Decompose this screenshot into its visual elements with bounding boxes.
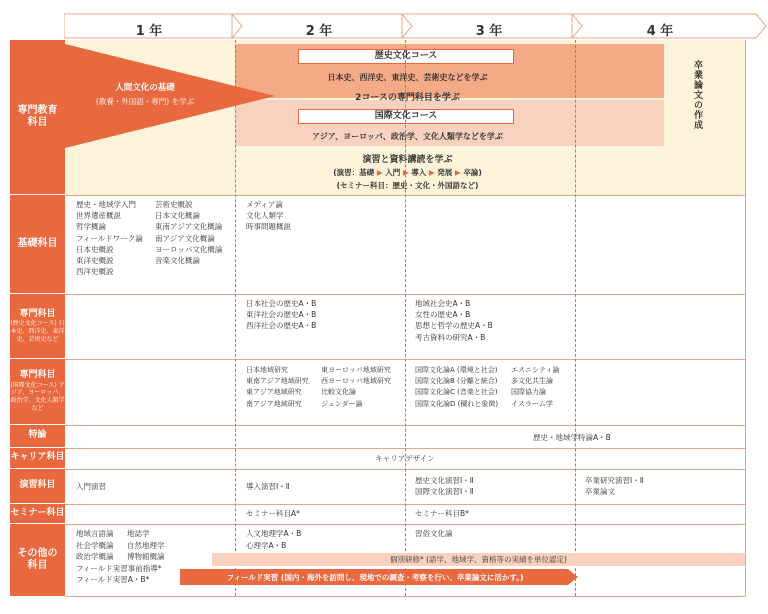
foundation-label: 人間文化の基礎 (教養・外国語・専門) を学ぶ: [95, 83, 195, 106]
seminar-subjects: (セミナー科目：歴史・文化・外国語など): [336, 181, 479, 190]
category-enshu: 演習科目: [10, 469, 65, 504]
enshu-y1: 入門演習: [76, 482, 106, 491]
kiso-y1-col1: 歴史・地域学入門 世界遺産概説 哲学概論 フィールドワーク論 日本史概説 東洋史概説 西洋史概説: [76, 200, 143, 277]
other-y1-col2: 地誌学 自然地理学 博物館概論: [127, 529, 165, 561]
intl-course-desc: アジア、ヨーロッパ、政治学、文化人類学などを学ぶ: [312, 132, 503, 141]
category-career: キャリア科目: [10, 448, 65, 469]
seminar-title: 演習と資料講読を学ぶ: [362, 155, 453, 165]
category-senmon: 専門教育科目: [10, 40, 65, 195]
category-seminar: セミナー科目: [10, 504, 65, 524]
kiso-y1-col2: 芸術史概説 日本文化概論 東南アジア文化概論 南アジア文化概論 ヨーロッパ文化概論 音楽文化概論: [155, 200, 223, 266]
history-course-box: 歴史文化コース: [298, 49, 514, 64]
thesis-label: 卒業論文の作成: [692, 60, 702, 130]
enshu-y2: 導入演習Ⅰ・Ⅱ: [246, 482, 290, 491]
category-kokusai: 専門科目 (国際文化コース) アジア、ヨーロッパ、政治学、文化人類学など: [10, 359, 65, 425]
two-courses-label: 2コースの専門科目を学ぶ: [355, 93, 460, 103]
other-y3: 習俗文化論: [415, 529, 453, 538]
intl-course-box: 国際文化コース: [298, 109, 514, 124]
seminar-y3: セミナー科目B*: [415, 509, 469, 518]
rekishi-y2: 日本社会の歴史A・B 東洋社会の歴史A・B 西洋社会の歴史A・B: [246, 299, 317, 331]
kokusai-y2-col1: 日本地域研究 東南アジア地域研究 東アジア地域研究 南アジア地域研究: [246, 366, 309, 408]
field-arrow-text: フィールド実習 (国内・海外を訪問し、現地での調査・考察を行い、卒業論文に活かす。): [226, 573, 524, 582]
enshu-y3: 歴史文化演習Ⅰ・Ⅱ 国際文化演習Ⅰ・Ⅱ: [415, 476, 474, 497]
year-3: 3 年: [475, 24, 503, 39]
category-kiso: 基礎科目: [10, 195, 65, 294]
other-y2: 人文地理学A・B 心理学A・B: [246, 529, 302, 550]
year-1: 1 年: [135, 24, 163, 39]
category-tokuron: 特論: [10, 425, 65, 448]
category-other: その他の科目: [10, 524, 65, 596]
kokusai-y2-col2: 東ヨーロッパ地域研究 西ヨーロッパ地域研究 比較文化論 ジェンダー論: [321, 366, 391, 408]
tokuron-text: 歴史・地域学特論A・B: [533, 433, 611, 442]
career-text: キャリアデザイン: [375, 454, 435, 463]
kokusai-y3-col2: エスニシティ論 多文化共生論 国際協力論 イスラーム学: [511, 366, 560, 408]
year-2: 2 年: [305, 24, 333, 39]
category-rekishi: 専門科目 (歴史文化コース) 日本史、西洋史、東洋史、芸術史など: [10, 294, 65, 359]
kiso-y2: メディア論 文化人類学 時事問題概説: [246, 200, 291, 232]
year-4: 4 年: [646, 24, 674, 39]
rekishi-y3: 地域社会史A・B 女性の歴史A・B 思想と哲学の歴史A・B 考古資料の研究A・B: [415, 299, 493, 342]
kokusai-y3-col1: 国際文化論A (環境と社会) 国際文化論B (分離と統合) 国際文化論C (音楽と社会) 国際文化論D (穢れと象徴): [415, 366, 499, 408]
enshu-y4: 卒業研究演習Ⅰ・Ⅱ 卒業論文: [585, 476, 644, 497]
other-y1-col1: 地域言語論 社会学概論 政治学概論 フィールド実習事前指導* フィールド実習A・B*: [76, 529, 162, 584]
seminar-y2: セミナー科目A*: [246, 509, 300, 518]
seminar-steps: (演習：基礎 ▶ 入門 ▶ 導入 ▶ 発展 ▶ 卒論): [333, 168, 482, 177]
individual-study-text: 個別研修* (語学、地域学、資格等の実績を単位認定): [390, 555, 567, 564]
history-course-desc: 日本史、西洋史、東洋史、芸術史などを学ぶ: [327, 73, 488, 82]
